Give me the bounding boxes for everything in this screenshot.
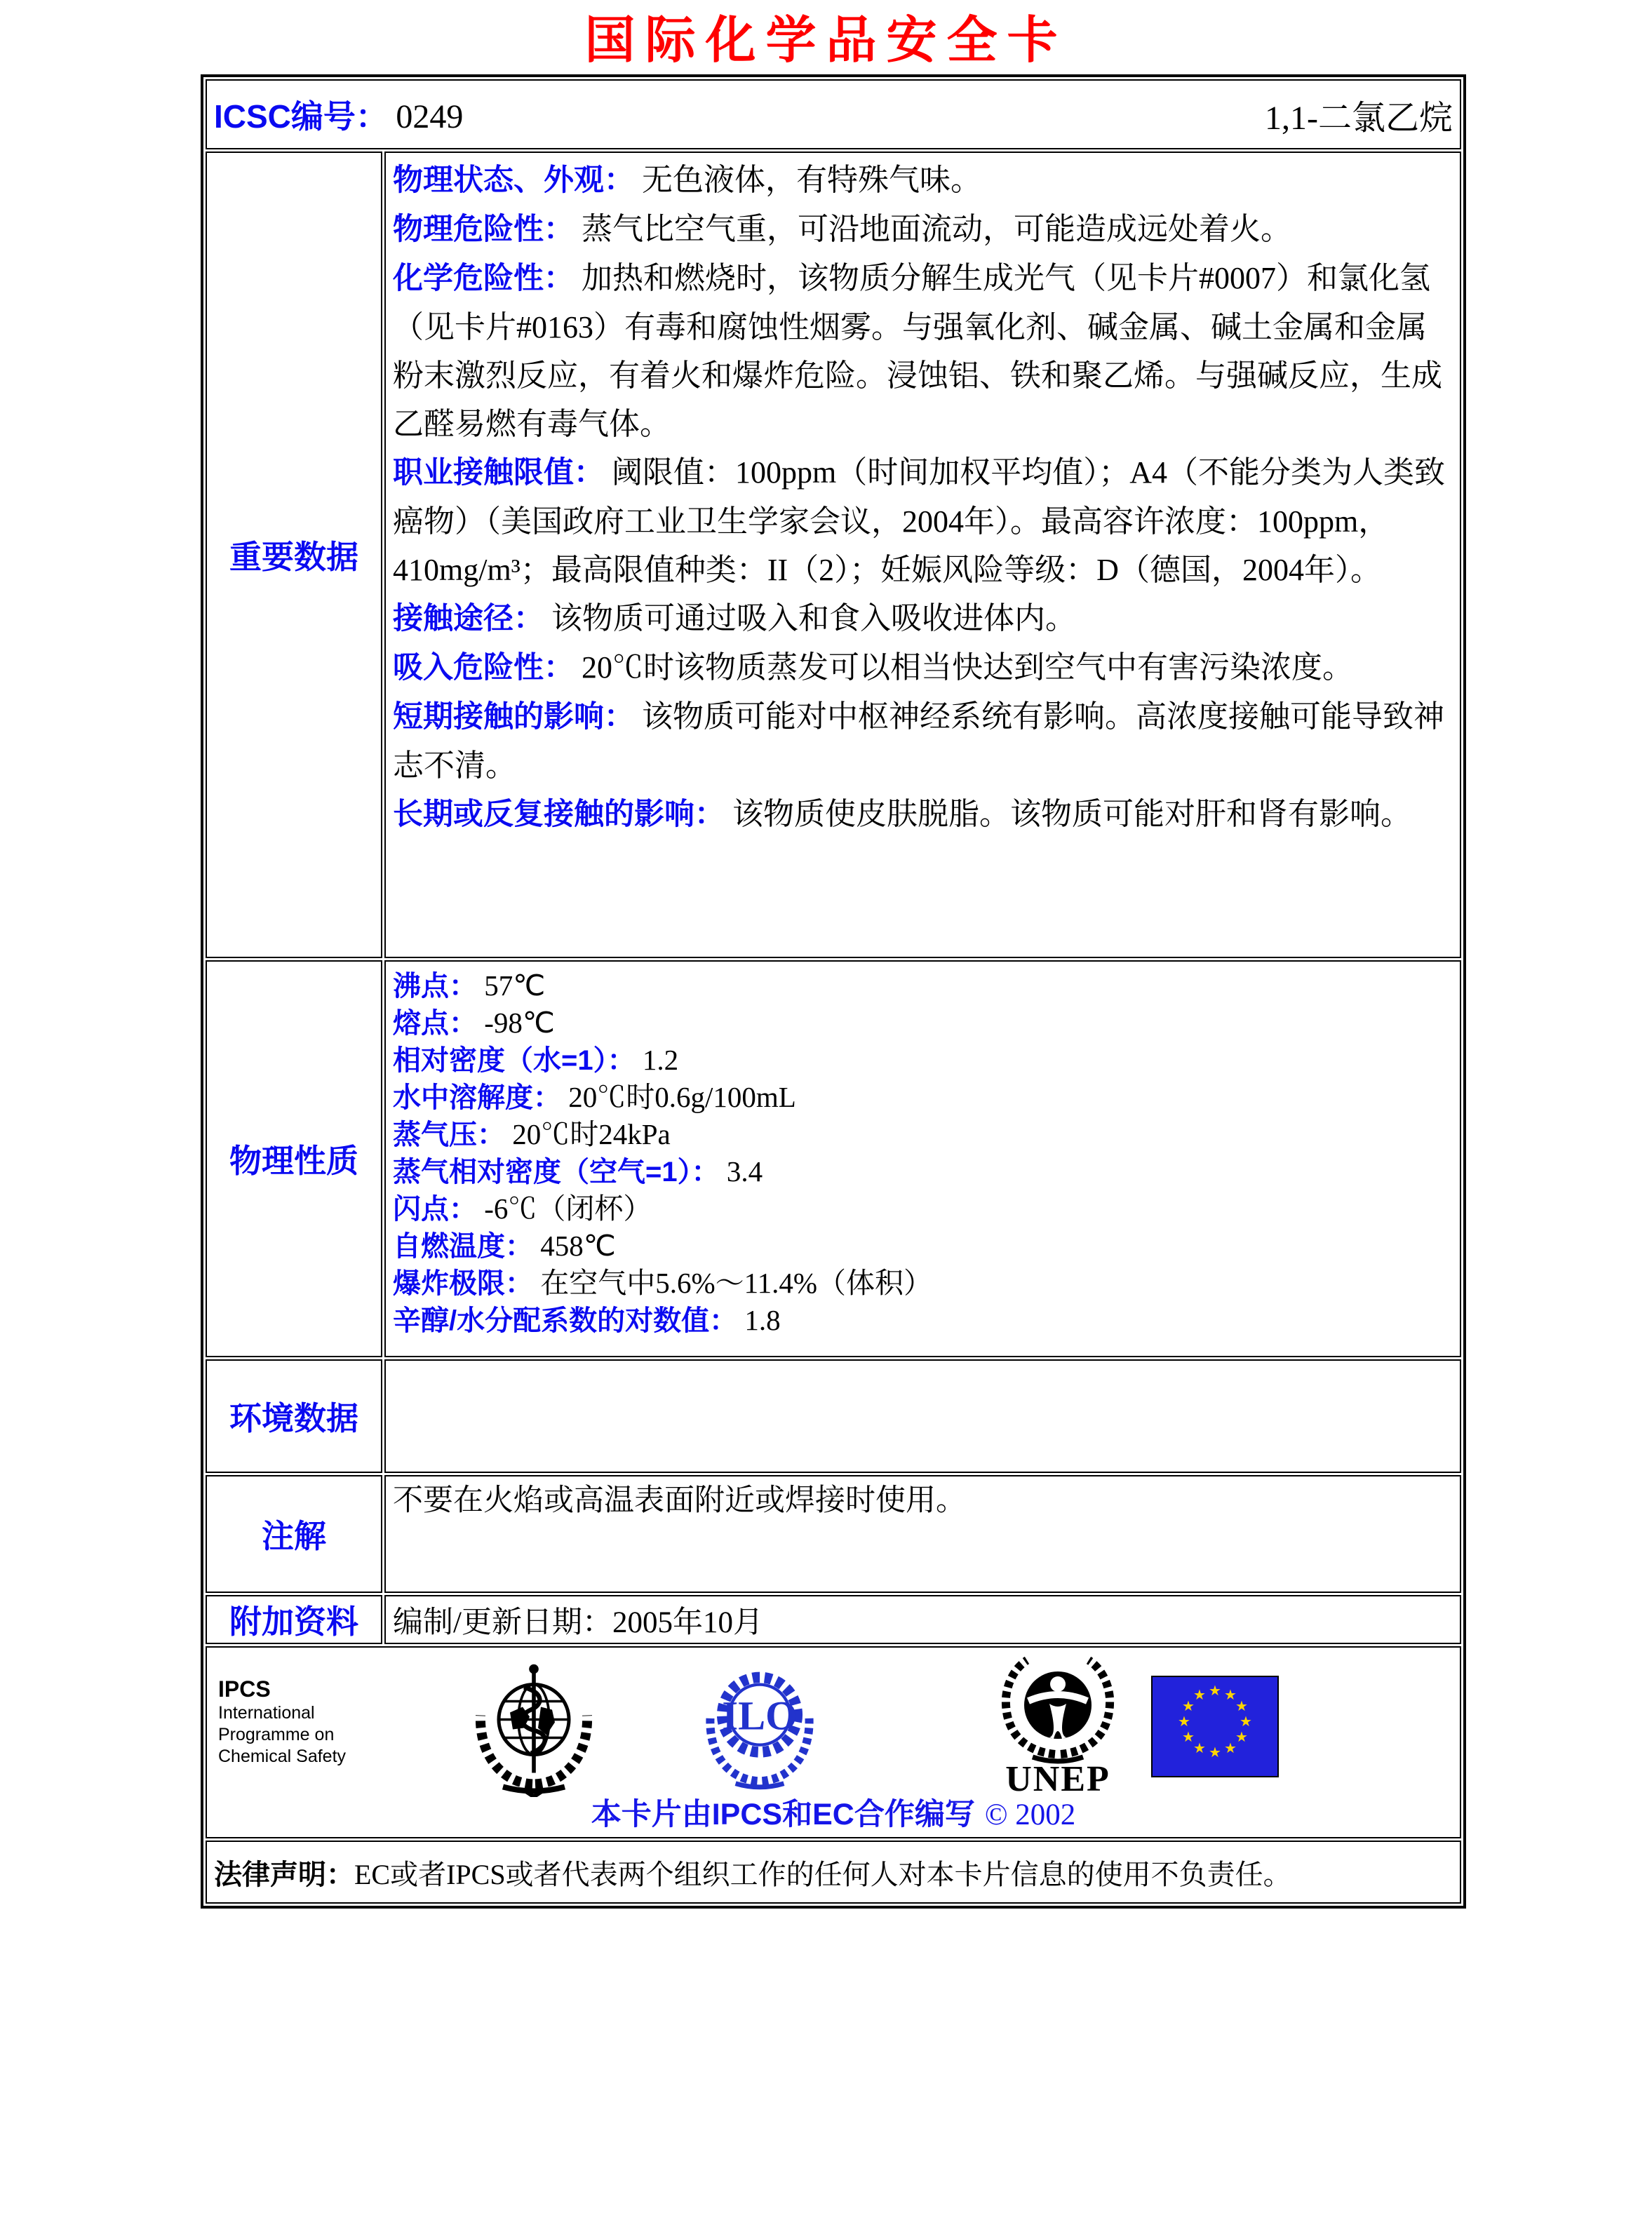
icsc-number-value: 0249 xyxy=(396,98,464,135)
physical-item: 自燃温度： 458℃ xyxy=(393,1230,616,1262)
page-title: 国际化学品安全卡 xyxy=(584,13,1068,69)
row-label-notes: 注解 xyxy=(206,1475,382,1593)
physical-properties-content xyxy=(384,960,1461,1357)
eu-flag-icon: ★ ★ ★ ★ ★ ★ ★ ★ ★ ★ ★ ★ xyxy=(1151,1676,1279,1777)
credit-year: © 2002 xyxy=(984,1798,1076,1831)
physical-item: 辛醇/水分配系数的对数值： 1.8 xyxy=(393,1304,781,1336)
important-item: 短期接触的影响： 该物质可能对中枢神经系统有影响。高浓度接触可能导致神志不清。 xyxy=(393,699,1444,783)
additional-info-content: 编制/更新日期：2005年10月 xyxy=(384,1595,1461,1644)
ilo-icon xyxy=(699,1660,820,1792)
logos-row xyxy=(206,1646,1461,1838)
ipcs-text-block xyxy=(218,1676,346,1768)
physical-item: 蒸气相对密度（空气=1）： 3.4 xyxy=(393,1155,763,1187)
ilo-letters: ILO xyxy=(722,1693,798,1739)
icsc-card-table xyxy=(201,74,1466,1909)
who-icon xyxy=(464,1653,604,1797)
important-data-row xyxy=(206,152,1461,958)
important-item: 化学危险性： 加热和燃烧时，该物质分解生成光气（见卡片#0007）和氯化氢（见卡片#0163）有毒和腐蚀性烟雾。与强氧化剂、碱金属、碱土金属和金属粉末激烈反应，有着火和爆炸危险。浸蚀铝、铁和聚乙烯。与强碱反应，生成乙醛易燃有毒气体。 xyxy=(393,261,1442,441)
physical-item: 熔点： -98℃ xyxy=(393,1007,555,1039)
row-label-additional-info: 附加资料 xyxy=(206,1595,382,1644)
important-item: 职业接触限值： 阈限值：100ppm（时间加权平均值）；A4（不能分类为人类致癌物）（美国政府工业卫生学家会议，2004年）。最高容许浓度：100ppm，410mg/m³；最高限值种类：II（2）；妊娠风险等级：D（德国，2004年）。 xyxy=(393,455,1445,587)
row-label-physical-properties: 物理性质 xyxy=(206,960,382,1357)
important-item: 长期或反复接触的影响： 该物质使皮肤脱脂。该物质可能对肝和肾有影响。 xyxy=(393,797,1411,831)
physical-item: 爆炸极限： 在空气中5.6%～11.4%（体积） xyxy=(393,1267,933,1299)
legal-text: EC或者IPCS或者代表两个组织工作的任何人对本卡片信息的使用不负责任。 xyxy=(354,1858,1291,1890)
physical-item: 水中溶解度： 20℃时0.6g/100mL xyxy=(393,1081,796,1113)
credit-line xyxy=(207,1791,1460,1834)
legal-cell xyxy=(206,1841,1461,1904)
important-item: 接触途径： 该物质可通过吸入和食入吸收进体内。 xyxy=(393,601,1076,635)
legal-row xyxy=(206,1841,1461,1904)
physical-item: 蒸气压： 20℃时24kPa xyxy=(393,1118,671,1150)
chemical-name: 1,1-二氯乙烷 xyxy=(1265,99,1453,137)
ipcs-subtitle-line: Chemical Safety xyxy=(218,1747,347,1766)
row-label-important-data: 重要数据 xyxy=(206,152,382,958)
physical-item: 沸点： 57℃ xyxy=(393,969,546,1002)
important-item: 吸入危险性： 20℃时该物质蒸发可以相当快达到空气中有害污染浓度。 xyxy=(393,650,1353,685)
row-label-environmental-data: 环境数据 xyxy=(206,1359,382,1473)
notes-row xyxy=(206,1475,1461,1593)
environmental-data-content xyxy=(384,1359,1461,1473)
header-row xyxy=(206,79,1461,149)
credit-text: 本卡片由IPCS和EC合作编写 xyxy=(591,1798,975,1831)
important-item: 物理危险性： 蒸气比空气重，可沿地面流动，可能造成远处着火。 xyxy=(393,212,1291,246)
header-cell xyxy=(206,79,1461,149)
environmental-data-row xyxy=(206,1359,1461,1473)
physical-item: 闪点： -6℃（闭杯） xyxy=(393,1192,652,1225)
notes-content: 不要在火焰或高温表面附近或焊接时使用。 xyxy=(384,1475,1461,1593)
physical-properties-row xyxy=(206,960,1461,1357)
icsc-number-label: ICSC编号： xyxy=(214,98,388,135)
legal-label: 法律声明： xyxy=(214,1859,354,1890)
important-data-content xyxy=(384,152,1461,958)
ipcs-subtitle-line: International xyxy=(218,1703,315,1723)
ipcs-subtitle-line: Programme on xyxy=(218,1725,335,1744)
additional-info-row xyxy=(206,1595,1461,1644)
unep-icon xyxy=(984,1653,1131,1798)
unep-wordmark: UNEP xyxy=(1005,1759,1110,1799)
important-item: 物理状态、外观： 无色液体，有特殊气味。 xyxy=(393,163,981,197)
ipcs-title: IPCS xyxy=(218,1676,271,1702)
physical-item: 相对密度（水=1）： 1.2 xyxy=(393,1044,679,1076)
icsc-number-group xyxy=(214,91,463,137)
logos-cell xyxy=(206,1646,1461,1838)
